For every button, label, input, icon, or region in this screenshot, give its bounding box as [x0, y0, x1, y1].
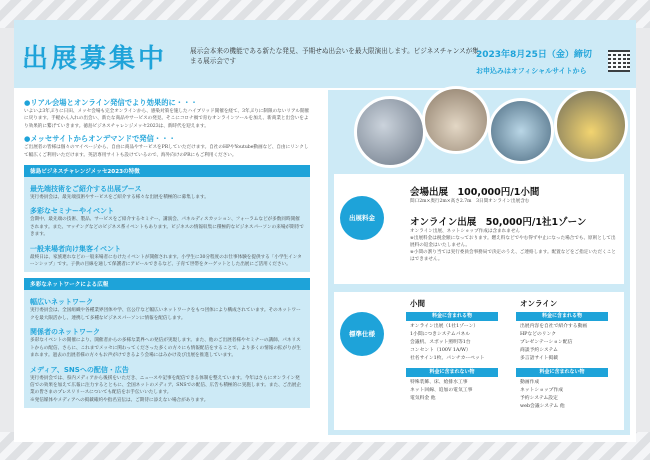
list-item: ネットショップ作成: [520, 388, 564, 393]
network-body-wide: 実行委員会は、全国組織や各種業界団体や学、官公庁など幅広いネットワークをもつ団体により構成されています。そのネットワークを最大限活かし、連携して多種なビジネスパーソンに情報を配信します。: [30, 308, 301, 321]
features-box: [24, 177, 310, 272]
list-item: 多言語サイト掲載: [520, 356, 559, 361]
col1-inc-pill: 料金に含まれる物: [406, 312, 498, 321]
section-title-hybrid: ●リアル会場とオンライン発信でより効果的に・・・: [24, 98, 198, 107]
network-title-wide: 幅広いネットワーク: [30, 298, 93, 307]
feature-body-booth: 実行委員会は、最先端技術やサービスをご紹介する様々な出展を積極的に募集します。: [30, 195, 209, 201]
section-body-hybrid: いよいよ3年ぶりに日田、メッセ会場も完全オンラインから、感染対策を施したハイブリッド開催を経て、3年ぶりに制限のないリアル開催に戻ります。手軽かん入れの出会い、新たな商品やサービスの発見、そこにコロナ禍で育むオンラインツールを加え、新商業と出会いをより効果的に繋げていきます。徳島ビジネスチャレンジメッセ2023は、新時代を迎えます。: [24, 109, 310, 129]
list-item: オンライン出展（1社1ゾーン）: [410, 324, 479, 329]
venue-price: 会場出展 100,000円/1小間: [410, 187, 540, 198]
network-note: ※発信媒体やメディアへの掲載確約や指名宣伝は、ご期待に添えない場合があります。: [30, 397, 209, 403]
section-title-ondemand: ●メッセサイトからオンデマンドで発信・・・: [24, 134, 176, 144]
list-item: コンセント（100V 1A/W）: [410, 348, 471, 353]
online-price: オンライン出展 50,000円/1社1ゾーン: [410, 217, 587, 228]
band-network: 多彩なネットワークによる広報: [24, 278, 310, 290]
network-box: [24, 290, 310, 408]
col2-inc-list: [520, 323, 587, 363]
list-item: web会議システム 他: [520, 404, 565, 409]
spec-label: 標準仕様: [340, 312, 384, 356]
col1-title: 小間: [410, 299, 425, 308]
feature-body-seminar: 会期中、最先端の技術、製品、サービスをご紹介するセミナー、講演会、パネルディスカッション、フォーラムなどが多数同時開催されます。また、マッチングなどのビジネス系イベントもあります。ビジネスの情報収集に積極的なビジネスパーソンの来場が期待できます。: [30, 217, 304, 238]
list-item: ネット回線、追加の電気工事: [410, 388, 473, 393]
network-body-related: 多彩なイベントの開催により、開催者からの多様な業界への発信が実現します。また、他のご出展者様やセミナーの講師、パネリストからの配信、さらに、これまでメッセに関わってくださった多くの方々にも情報配信をすることで、より多くの情報の拡がりが生まれます。過去の出展者様の方々もお声がけできるよう会場にはみかけ及び出展を推進しています。: [30, 338, 301, 359]
online-notes: オンライン出展、ネットショップ作成は含まれません ※出展料金は税金額になっております。燃え料などでやむ得ず中止になった場合でも、原則として出展料の返金はいたしません。 ※小間の割り当ては実行委員会事務局で決定のうえ、ご連絡します。配置などをご指定いただくことはできません。: [410, 229, 616, 262]
feature-body-event: 最終日は、家族連れなどの一般来場者にむけたイベントが開催されます。小学生に30分程度のお仕事体験を提供する「小学生インターンシップ」です。子供の目線を通して保護者にアピールできるなど、子育て世帯をターゲットとした出展にご活用ください。: [30, 254, 302, 268]
header-band: [14, 20, 636, 88]
spec-card: [334, 292, 624, 430]
section-body-ondemand: ご出展者の皆様は個々のマイページから、自由に商品やサービスをPRしていただけます。自社のHPやYoutube動画など、自由にリンクして幅広くご利用いただけます。英語専用サイトも設けているので、海外向けのPRにもご利用ください。: [24, 145, 309, 158]
photo-booth-image: [354, 96, 426, 168]
list-item: 予約システム設定: [520, 396, 558, 401]
flyer-page: [14, 20, 636, 442]
network-body-media: 実行委員会では、県内メディアから後援をいただき、ニュースや記事を配信できる体制を整えています。今年はさらにオンライン発信での効果を加えて広報に注力するとともに、全国ネットのメディア、SNSでの配信、広告も積極的に実施します。また、ご出展企業の皆さまのプレスリリースについても配信をお手伝いいたします。: [30, 375, 302, 396]
col2-title: オンライン: [520, 299, 558, 308]
col2-exc-pill: 料金に含まれない物: [516, 368, 608, 377]
right-column: [328, 90, 630, 435]
qr-code-icon[interactable]: [608, 50, 630, 72]
list-item: 特殊装飾、床、給排水工事: [410, 380, 468, 385]
photo-seminar-image: [422, 86, 490, 154]
feature-title-booth: 最先端技術をご紹介する出展ブース: [30, 185, 142, 194]
col1-exc-pill: 料金に含まれない物: [406, 368, 498, 377]
fee-label: 出展料金: [340, 196, 384, 240]
deadline-block: [476, 50, 592, 77]
list-item: HPなどのリンク: [520, 332, 557, 337]
list-item: 商談予約システム: [520, 348, 558, 353]
deadline-sub: お申込みはオフィシャルサイトから: [476, 67, 587, 75]
feature-title-seminar: 多彩なセミナーやイベント: [30, 207, 114, 216]
lead-text: 展示会本来の機能である新たな発見、予期せぬ出会いを最大限演出します。ビジネスチャンスが集まる展示会です: [190, 47, 479, 65]
list-item: 社名サイン1枚、パンチカーペット: [410, 356, 485, 361]
deadline-date: 2023年8月25日（金）締切: [476, 50, 592, 60]
col1-inc-list: [410, 323, 485, 363]
col2-inc-pill: 料金に含まれる物: [516, 312, 608, 321]
list-item: 電気料金 他: [410, 396, 436, 401]
network-title-media: メディア、SNSへの配信・広告: [30, 365, 129, 374]
feature-title-event: 一般来場者向け集客イベント: [30, 244, 121, 253]
venue-note: 間口2m×奥行2m×高さ2.7m 3日間オンライン出展含む: [410, 199, 530, 204]
col1-exc-list: [410, 379, 472, 403]
photo-collage: [328, 90, 630, 180]
col2-exc-list: [520, 379, 565, 411]
list-item: プレゼンテーション配信: [520, 340, 573, 345]
list-item: 出展内容を自社で紹介する動画: [520, 324, 588, 329]
network-title-related: 関係者のネットワーク: [30, 328, 100, 337]
page-title: 出展募集中: [22, 44, 168, 74]
photo-hall-image: [488, 98, 554, 164]
fee-card: [334, 174, 624, 284]
band-features: 徳島ビジネスチャレンジメッセ2023の特徴: [24, 165, 310, 177]
left-column: [24, 96, 310, 408]
list-item: 1小間につきシステムパネル: [410, 332, 471, 337]
list-item: 動画作成: [520, 380, 540, 385]
list-item: 会議机、スポット照明等1台: [410, 340, 471, 345]
photo-machine-image: [554, 88, 628, 162]
